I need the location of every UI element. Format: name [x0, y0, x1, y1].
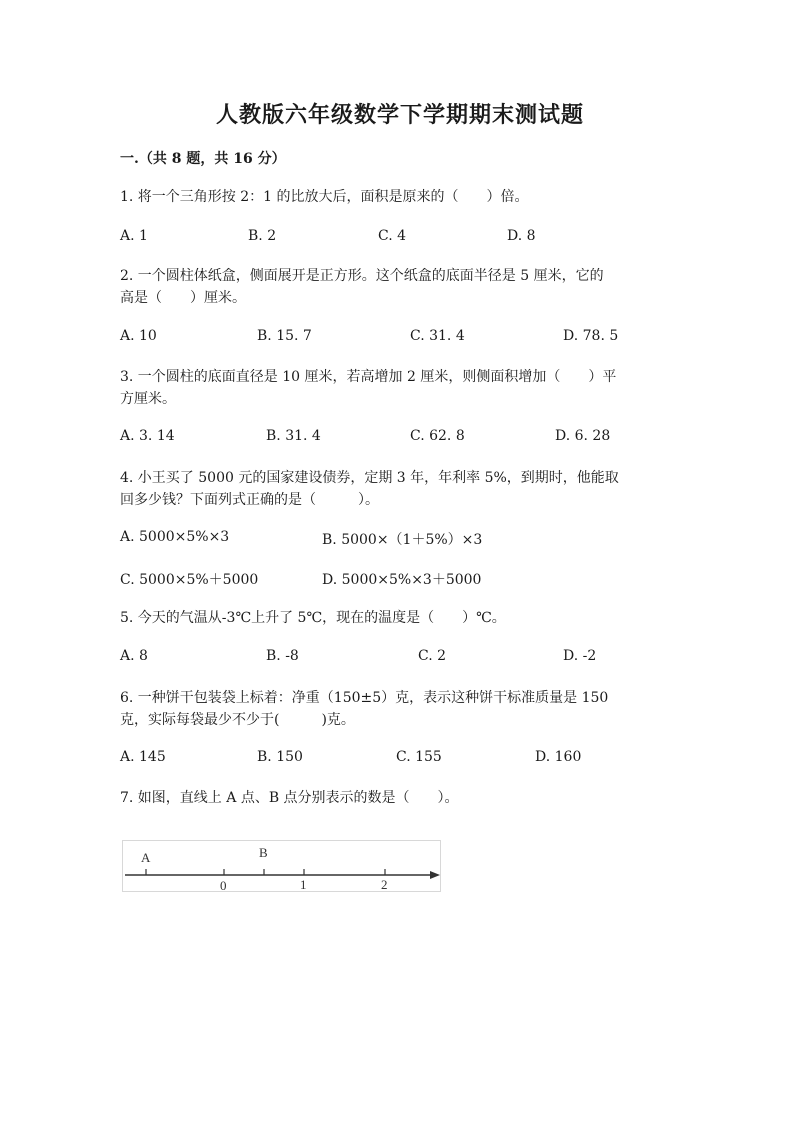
option-a: A. 1: [120, 228, 148, 244]
option-b: B. 5000×（1＋5%）×3: [322, 532, 483, 548]
option-a: A. 8: [120, 648, 148, 664]
question-4: [120, 467, 619, 511]
tick-label-0: 0: [220, 878, 227, 892]
option-c: C. 2: [418, 648, 447, 664]
question-text-line: 1. 将一个三角形按 2：1 的比放大后，面积是原来的（ ）倍。: [120, 189, 529, 205]
question-5: [120, 607, 506, 629]
question-6: [120, 687, 608, 731]
option-a: A. 5000×5%×3: [120, 529, 230, 545]
option-a: A. 3. 14: [120, 428, 175, 444]
question-text-line: 5. 今天的气温从-3℃上升了 5℃，现在的温度是（ ）℃。: [120, 610, 506, 626]
option-a: A. 145: [120, 749, 166, 765]
question-3: [120, 366, 616, 410]
question-text-line: 克，实际每袋最少不少于( )克。: [120, 712, 355, 728]
axis-arrow-icon: [430, 871, 440, 879]
question-7: [120, 787, 459, 809]
question-1: [120, 186, 529, 208]
number-line-figure: [122, 840, 442, 892]
option-d: D. 78. 5: [563, 328, 619, 344]
option-c: C. 155: [396, 749, 442, 765]
question-2: [120, 265, 604, 309]
question-text-line: 6. 一种饼干包装袋上标着：净重（150±5）克，表示这种饼干标准质量是 150: [120, 690, 609, 706]
option-b: B. 2: [248, 228, 277, 244]
tick-label-1: 1: [300, 877, 307, 892]
option-d: D. 5000×5%×3＋5000: [322, 572, 482, 588]
option-b: B. 15. 7: [257, 328, 312, 344]
question-text-line: 3. 一个圆柱的底面直径是 10 厘米，若高增加 2 厘米，则侧面积增加（ ）平: [120, 369, 617, 385]
figure-frame: [123, 841, 441, 892]
option-c: C. 62. 8: [410, 428, 465, 444]
option-c: C. 4: [378, 228, 407, 244]
option-b: B. 31. 4: [266, 428, 321, 444]
question-text-line: 2. 一个圆柱体纸盒，侧面展开是正方形。这个纸盒的底面半径是 5 厘米，它的: [120, 268, 604, 284]
question-text-line: 7. 如图，直线上 A 点、B 点分别表示的数是（ ）。: [120, 790, 459, 806]
page-title: 人教版六年级数学下学期期末测试题: [215, 102, 584, 128]
question-text-line: 4. 小王买了 5000 元的国家建设债券，定期 3 年，年利率 5%，到期时，他能取: [120, 470, 619, 486]
question-text-line: 回多少钱？下面列式正确的是（ ）。: [120, 492, 379, 508]
question-text-line: 方厘米。: [120, 391, 176, 407]
point-label-a: A: [141, 850, 151, 865]
point-label-b: B: [259, 845, 268, 860]
tick-label-2: 2: [381, 877, 388, 892]
option-b: B. -8: [266, 648, 299, 664]
question-text-line: 高是（ ）厘米。: [120, 290, 246, 306]
option-d: D. -2: [563, 648, 597, 664]
option-d: D. 160: [535, 749, 582, 765]
option-d: D. 8: [507, 228, 536, 244]
option-a: A. 10: [120, 328, 157, 344]
option-c: C. 5000×5%＋5000: [120, 572, 259, 588]
section-heading: 一.（共 8 题，共 16 分）: [120, 151, 286, 167]
option-b: B. 150: [257, 749, 303, 765]
option-d: D. 6. 28: [555, 428, 611, 444]
option-c: C. 31. 4: [410, 328, 465, 344]
